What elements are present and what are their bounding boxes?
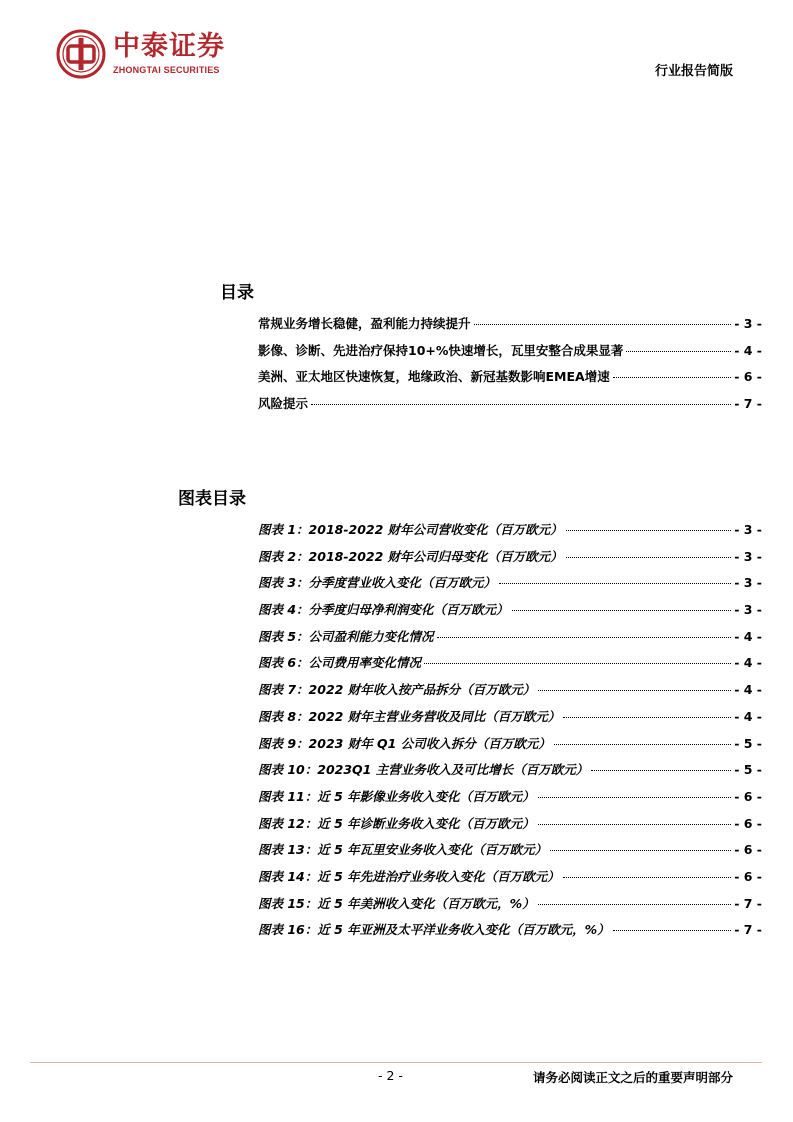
- dot-leader: [613, 930, 732, 931]
- toc-entry[interactable]: [258, 367, 762, 394]
- figure-entry-label: 图表 5：公司盈利能力变化情况: [258, 628, 434, 644]
- dot-leader: [474, 324, 732, 325]
- figure-entry-page: - 4 -: [734, 628, 762, 644]
- figure-entry-label: 图表 14：近 5 年先进治疗业务收入变化（百万欧元）: [258, 868, 560, 884]
- toc-entry-page: - 4 -: [734, 342, 762, 358]
- figure-entry-page: - 6 -: [734, 815, 762, 831]
- figure-entry[interactable]: [258, 600, 762, 627]
- figure-entry[interactable]: [258, 707, 762, 734]
- figure-index-heading: 图表目录: [178, 489, 246, 509]
- figure-entry[interactable]: [258, 814, 762, 841]
- figure-entry-page: - 6 -: [734, 868, 762, 884]
- toc-entry-page: - 7 -: [734, 396, 762, 412]
- dot-leader: [563, 717, 731, 718]
- toc-entry[interactable]: [258, 314, 762, 341]
- figure-entry[interactable]: [258, 760, 762, 787]
- dot-leader: [613, 377, 732, 378]
- figure-entry-page: - 4 -: [734, 655, 762, 671]
- figure-entry-page: - 5 -: [734, 735, 762, 751]
- figure-entry-label: 图表 2：2018-2022 财年公司归母变化（百万欧元）: [258, 548, 563, 564]
- toc-entry-page: - 3 -: [734, 316, 762, 331]
- figure-entry-label: 图表 11：近 5 年影像业务收入变化（百万欧元）: [258, 788, 535, 804]
- figure-entry-label: 图表 16：近 5 年亚洲及太平洋业务收入变化（百万欧元，%）: [258, 922, 610, 938]
- dot-leader: [512, 610, 732, 611]
- logo-english-name: ZHONGTAI SECURITIES: [113, 65, 220, 75]
- figure-entry-page: - 4 -: [734, 708, 762, 724]
- figure-entry-label: 图表 8：2022 财年主营业务营收及同比（百万欧元）: [258, 708, 561, 724]
- figure-entry-label: 图表 1：2018-2022 财年公司营收变化（百万欧元）: [258, 522, 563, 537]
- toc-entry-label: 美洲、亚太地区快速恢复，地缘政治、新冠基数影响EMEA增速: [258, 369, 610, 385]
- figure-entry-label: 图表 15：近 5 年美洲收入变化（百万欧元，%）: [258, 895, 535, 911]
- footer-disclaimer: 请务必阅读正文之后的重要声明部分: [532, 1070, 733, 1085]
- toc-entry-page: - 6 -: [734, 369, 762, 385]
- figure-entry-page: - 6 -: [734, 842, 762, 858]
- dot-leader: [538, 904, 732, 905]
- figure-entry-page: - 6 -: [734, 788, 762, 804]
- dot-leader: [554, 744, 731, 745]
- dot-leader: [563, 877, 732, 878]
- figure-entry-page: - 3 -: [734, 522, 762, 537]
- figure-entry[interactable]: [258, 867, 762, 894]
- dot-leader: [538, 824, 732, 825]
- toc-entry[interactable]: [258, 394, 762, 421]
- toc-entry[interactable]: [258, 341, 762, 368]
- company-logo: [56, 29, 246, 81]
- toc-heading: 目录: [220, 283, 254, 303]
- figure-entry-page: - 3 -: [734, 602, 762, 618]
- figure-entry-page: - 4 -: [734, 682, 762, 698]
- figure-entry[interactable]: [258, 920, 762, 947]
- logo-chinese-name: 中泰证券: [113, 31, 225, 62]
- figure-entry-page: - 7 -: [734, 922, 762, 938]
- figure-entry-page: - 5 -: [734, 762, 762, 778]
- dot-leader: [550, 850, 731, 851]
- toc-entry-label: 常规业务增长稳健，盈利能力持续提升: [258, 316, 471, 331]
- dot-leader: [538, 690, 731, 691]
- figure-entry-page: - 7 -: [734, 895, 762, 911]
- dot-leader: [424, 663, 731, 664]
- toc-entry-label: 风险提示: [258, 396, 309, 412]
- dot-leader: [591, 770, 731, 771]
- figure-entry[interactable]: [258, 734, 762, 761]
- figure-entry[interactable]: [258, 520, 762, 547]
- figure-entry[interactable]: [258, 840, 762, 867]
- figure-entry[interactable]: [258, 547, 762, 574]
- zhongtai-logo-icon: [56, 29, 106, 79]
- figure-entry[interactable]: [258, 627, 762, 654]
- footer-divider: [30, 1062, 762, 1063]
- toc-entry-label: 影像、诊断、先进治疗保持10+%快速增长，瓦里安整合成果显著: [258, 342, 624, 358]
- figure-entry-label: 图表 3：分季度营业收入变化（百万欧元）: [258, 575, 497, 591]
- figure-entry-label: 图表 12：近 5 年诊断业务收入变化（百万欧元）: [258, 815, 535, 831]
- figure-entry-label: 图表 13：近 5 年瓦里安业务收入变化（百万欧元）: [258, 842, 548, 858]
- figure-index-list: [258, 520, 762, 947]
- figure-entry-label: 图表 7：2022 财年收入按产品拆分（百万欧元）: [258, 682, 536, 698]
- dot-leader: [499, 583, 731, 584]
- dot-leader: [311, 404, 731, 405]
- dot-leader: [626, 351, 731, 352]
- figure-entry-page: - 3 -: [734, 548, 762, 564]
- figure-entry[interactable]: [258, 653, 762, 680]
- dot-leader: [566, 557, 732, 558]
- figure-entry[interactable]: [258, 573, 762, 600]
- figure-entry[interactable]: [258, 787, 762, 814]
- figure-entry-label: 图表 10：2023Q1 主营业务收入及可比增长（百万欧元）: [258, 762, 589, 778]
- figure-entry[interactable]: [258, 680, 762, 707]
- dot-leader: [437, 637, 732, 638]
- dot-leader: [538, 797, 732, 798]
- page-number: - 2 -: [378, 1068, 403, 1083]
- dot-leader: [566, 530, 732, 531]
- toc-list: [258, 314, 762, 421]
- report-type-label: 行业报告简版: [654, 64, 733, 79]
- figure-entry-label: 图表 4：分季度归母净利润变化（百万欧元）: [258, 602, 509, 618]
- figure-entry-label: 图表 9：2023 财年 Q1 公司收入拆分（百万欧元）: [258, 735, 551, 751]
- figure-entry-label: 图表 6：公司费用率变化情况: [258, 655, 422, 671]
- figure-entry[interactable]: [258, 894, 762, 921]
- figure-entry-page: - 3 -: [734, 575, 762, 591]
